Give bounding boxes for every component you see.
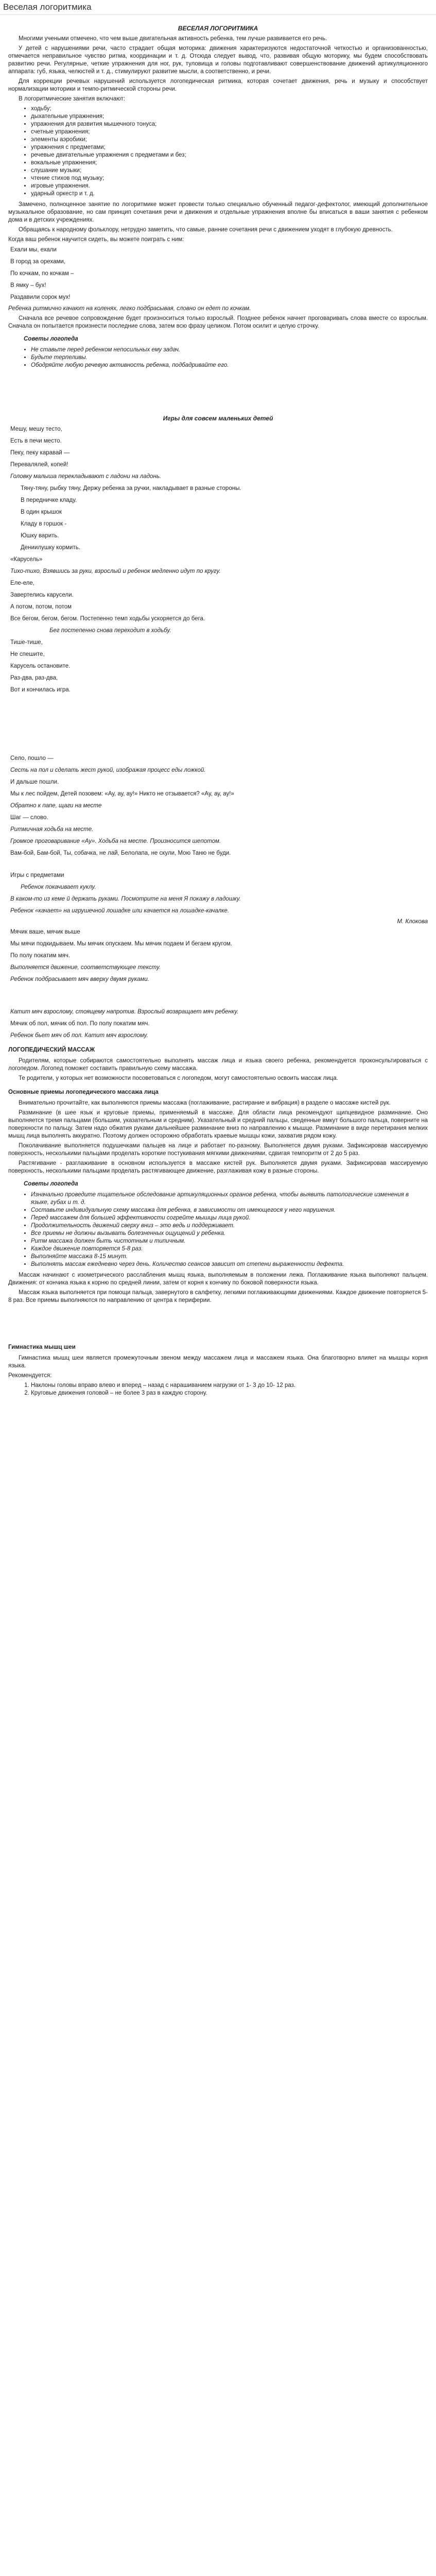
poem-line: Мячик ваше, мячик выше bbox=[10, 929, 80, 935]
paragraph: Гимнастика мышц шеи является промежуточным звеном между массажем лица и массажем языка. Она благотворно влияет на мышцы корня языка. bbox=[8, 1355, 428, 1369]
poem-line: Мы мячи подкидываем. Мы мячик опускаем. Мы мячик подаем И бегаем кругом. bbox=[10, 941, 232, 947]
game-myachik bbox=[8, 928, 428, 984]
includes-list bbox=[8, 105, 428, 198]
list-item: • элементы аэробики; bbox=[31, 136, 428, 144]
list-item: • речевые двигательные упражнения с предметами и без; bbox=[31, 151, 428, 159]
intro-paragraph: Многими учеными отмечено, что чем выше двигательная активность ребенка, тем лучше развивается его речь. bbox=[19, 36, 327, 42]
paragraph: Сначала все речевое сопровождение будет произноситься только взрослый. Позднее ребенок начнет проговаривать слова вместе со взрослым. Сначала он попытается произнести последние слова, затем всю фразу целиком. Потом осилит и целую строчку. bbox=[8, 315, 428, 329]
game-note: Ребенок подбрасывает мяч вверху двумя руками. bbox=[10, 976, 149, 982]
title-divider bbox=[0, 14, 436, 15]
list-item: • ударный оркестр и т. д. bbox=[31, 190, 428, 198]
game-rybka bbox=[8, 484, 428, 552]
paragraph: Обращаясь к народному фольклору, нетрудно заметить, что самые, ранние сочетания речи с движением уходят в глубокую древность. bbox=[19, 227, 393, 233]
list-item: • Будьте терпеливы. bbox=[31, 354, 428, 362]
intro-paragraph: В логоритмические занятия включают: bbox=[19, 96, 125, 102]
poem-line: Мячик об пол, мячик об пол. По полу покатим мяч. bbox=[10, 1021, 150, 1027]
list-item: • упражнения с предметами; bbox=[31, 144, 428, 151]
list-item: • чтение стихов под музыку; bbox=[31, 175, 428, 182]
poem-line: Раздавили сорок мух! bbox=[10, 294, 71, 300]
article-heading: ВЕСЕЛАЯ ЛОГОРИТМИКА bbox=[178, 25, 258, 32]
poem-line: Все бегом, бегом, бегом. Постепенно темп ходьбы ускоряется до бега. bbox=[10, 616, 205, 622]
list-item: • слушание музыки; bbox=[31, 167, 428, 175]
paragraph: Растягивание - разглаживание в основном используется в массаже кистей рук. Выполняется двумя руками. Зафиксировав массируемую поверхность, несколькими пальцами проделать растягивающее движение, разглаживая кожу в разные стороны. bbox=[8, 1160, 428, 1174]
section-heading-massage: ЛОГОПЕДИЧЕСКИЙ МАССАЖ bbox=[8, 1047, 95, 1053]
paragraph: Когда ваш ребенок научится сидеть, вы можете поиграть с ним: bbox=[8, 236, 184, 243]
list-item: • ходьбу; bbox=[31, 105, 428, 113]
list-item: • Выполнять массаж ежедневно через день. Количество сеансов зависит от степени выраженности дефекта. bbox=[31, 1261, 428, 1268]
list-item: • Ободряйте любую речевую активность ребенка, подбадривайте его. bbox=[31, 362, 428, 369]
poem-line: Шаг — слово. bbox=[10, 815, 48, 821]
poem-line: В город за орехами, bbox=[10, 259, 65, 265]
tips-list bbox=[8, 1191, 428, 1268]
game-note: Ритмичная ходьба на месте. bbox=[10, 826, 94, 833]
tips-heading: Советы логопеда bbox=[24, 336, 78, 342]
list-item: 1. Наклоны головы вправо влево и вперед – назад с нарашиванием нагрузки от 1- 3 до 10- 12 раз. bbox=[31, 1382, 428, 1389]
poem-line: Село, пошло — bbox=[10, 755, 54, 761]
poem-line: Тише-тише, bbox=[10, 639, 43, 646]
poem-line: Дениилушку кормить. bbox=[21, 545, 80, 551]
list-item: • Выполняйте массажа 8-15 минут. bbox=[31, 1253, 428, 1261]
list-item: • Не ставьте перед ребенком непосильных ему задач. bbox=[31, 346, 428, 354]
game-note: Ребенок «качает» на игрушечной лошадке или качается на лошадке-качалке. bbox=[10, 908, 230, 914]
poem-line: Карусель остановите. bbox=[10, 663, 71, 669]
subsection-heading: Основные приемы логопедического массажа лица bbox=[8, 1089, 159, 1095]
poem-line: Раз-два, раз-два, bbox=[10, 675, 58, 681]
tips-heading: Советы логопеда bbox=[24, 1181, 78, 1187]
poem-line: Вам-бой, Бам-бой, Ты, собачка, не лай, Белолапа, не скули, Мою Таню не буди. bbox=[10, 850, 231, 856]
list-item: • игровые упражнения. bbox=[31, 182, 428, 190]
game-note: Ребенок бьет мяч об пол. Катит мяч взрослому. bbox=[10, 1032, 148, 1039]
game-note: Головку малыша перекладывают с ладони на ладонь. bbox=[10, 473, 162, 480]
poem-line: В передничке кладу. bbox=[21, 497, 77, 503]
poem-line: В ямку – бух! bbox=[10, 282, 46, 289]
list-item: • Изначально проведите тщательное обследование артикуляционных органов ребенка, чтобы выявить патологические изменения в языке, губах и т. д. bbox=[31, 1191, 428, 1207]
paragraph: Рекомендуется: bbox=[8, 1372, 52, 1379]
poem-line: Юшку варить. bbox=[21, 533, 59, 539]
paragraph: Те родители, у которых нет возможности посоветоваться с логопедом, могут самостоятельно освоить массаж лица. bbox=[19, 1075, 338, 1081]
poem-line: Есть в печи место. bbox=[10, 438, 62, 444]
paragraph: Родителям, которые собираются самостоятельно выполнять массаж лица и языка своего ребенка, рекомендуется проконсультироваться с логопедом. Логопед поможет составить правильную схему массажа. bbox=[8, 1058, 428, 1072]
game-note: Бег постепенно снова переходит в ходьбу. bbox=[49, 628, 171, 634]
poem-line: Завертелись карусели. bbox=[10, 592, 74, 598]
game-selo bbox=[8, 754, 428, 858]
list-item: 2. Круговые движения головой – не более 3 раз в каждую сторону. bbox=[31, 1389, 428, 1397]
poem-ehali bbox=[8, 246, 428, 302]
instruction-text: Ребенка ритмично качают на коленях, легко подбрасывая, словно он едет по кочкам. bbox=[8, 306, 251, 312]
poem-line: Еле-еле, bbox=[10, 580, 34, 586]
intro-paragraph: У детей с нарушениями речи, часто страдает общая моторика: движения характеризуются недостаточной четкостью и организованностью, отмечается неправильное чувство ритма, координации и т. д. Отсюда следует вывод, что, развивая общую моторику, мы будем способствовать развитию речи. Регулярные, четкие упражнения для ног, рук, туловища и головы подготавливают совершенствование движений артикуляционного аппарата: губ, языка, челюстей и т. д., стимулируют развитие мысли, а соответственно, и речи. bbox=[8, 45, 428, 75]
poem-line: Пеку, пеку каравай — bbox=[10, 450, 70, 456]
list-item: • Составьте индивидуальную схему массажа для ребенка, в зависимости от имеющегося у него нарушения. bbox=[31, 1207, 428, 1214]
game-note: Громкое проговаривание «Ау». Ходьба на месте. Произносится шепотом. bbox=[10, 838, 221, 844]
poem-line: Ехали мы, ехали bbox=[10, 247, 57, 253]
game-note: Обратно к папе, щаги на месте bbox=[10, 803, 102, 809]
poem-line: Не спешите, bbox=[10, 651, 45, 657]
poem-line: По кочкам, по кочкам – bbox=[10, 270, 74, 277]
article-body bbox=[8, 19, 428, 1400]
paragraph: Внимательно прочитайте, как выполняются приемы массажа (поглаживание, растирание и вибрация) в разделе о массаже кистей рук. bbox=[19, 1100, 391, 1106]
list-item: • Каждое движение повторяется 5-8 раз. bbox=[31, 1245, 428, 1253]
paragraph: Массаж начинают с изометрического расслабления мышц языка, выполняемым в положении лежа. Поглаживание языка выполняют пальцем. Движения: от кончика языка к корню по средней линии, затем от корня к кончику по боковой поверхности языка. bbox=[8, 1272, 428, 1286]
list-item: • упражнения для развития мышечного тонуса; bbox=[31, 121, 428, 128]
paragraph: Поколачивание выполняется подушечками пальцев на лице и работает по-разному. Выполняется двумя руками. Зафиксировав массируемую поверхность, несколькими пальцами проделать короткие постукивания мягкими движениями, сдвигая темпоритм от 2 до 5 раз. bbox=[8, 1143, 428, 1157]
list-item: • Продолжительность движений сверху вниз – это ведь и поддерживает. bbox=[31, 1222, 428, 1230]
poem-line: Мешу, мешу тесто, bbox=[10, 426, 62, 432]
game-title: «Карусель» bbox=[10, 556, 43, 563]
paragraph: Разминание (в шее язык и круговые приемы, применяемый в массаже. Для области лица рекомендуют щипцевидное разминание. Оно выполняется тремя пальцами (большим, указательным и средним). Указательный и средний пальцы, сведенные вмкут большого пальца, поверните на поверхности по пальцу. Затем надо обжатия руками дальнейшее разминание вниз по направлению к мышце. Разминание в виде перетирания мелких мышц лица выполнять аккуратно. Поэтому должен осторожно обработать краевые мышцы кожи, захватив рядом кожу. bbox=[8, 1110, 428, 1139]
author-signature: М. Клокова bbox=[397, 919, 428, 925]
poem-line: Мы к лес пойдем, Детей позовем: «Ау, ау, ау!» Никто не отзывается? «Ау, ау, ау!» bbox=[10, 791, 234, 797]
tips-list bbox=[8, 346, 428, 369]
game-mesu-testo bbox=[8, 425, 428, 481]
game-note: Сесть на пол и сделать жест рукой, изображая процесс еды ложкой. bbox=[10, 767, 206, 773]
poem-line: А потом, потом, потом bbox=[10, 604, 72, 610]
gymnastics-list bbox=[8, 1382, 428, 1397]
poem-line: Тихо-тихо, Взявшись за руки, взрослый и ребенок медленно идут по кругу. bbox=[10, 568, 221, 574]
poem-line: Перевалялей, копей! bbox=[10, 462, 68, 468]
section-heading-gymnastics: Гимнастика мышц шеи bbox=[8, 1344, 76, 1350]
poem-line: В один крышок bbox=[21, 509, 62, 515]
poem-line: Вот и кончилась игра. bbox=[10, 687, 71, 693]
poem-line: В каком-то из кеме й держать руками. Посмотрите на меня Я покажу в ладошку. bbox=[10, 896, 241, 902]
paragraph: Замечено, полноценное занятие по логоритмике может провести только специально обученный педагог-дефектолог, имеющий дополнительное музыкальное образование, но сам принцип сочетания речи и движения и отдельные упражнения вполне бы вписаться в ваши занятия с ребенком дома и в детских учреждениях. bbox=[8, 201, 428, 223]
intro-paragraph: Для коррекции речевых нарушений используется логопедическая ритмика, которая сочетает движения, речь и музыку и способствует нормализации моторики и темпо-ритмической стороны речи. bbox=[8, 78, 428, 92]
list-item: • Перед массажем для большей эффективности согрейте мышцы лица рукой. bbox=[31, 1214, 428, 1222]
game-note: Выполняется движение, соответствующее тексту. bbox=[10, 964, 161, 971]
game-title: Игры с предметами bbox=[10, 872, 64, 878]
poem-line: Кладу в горшок - bbox=[21, 521, 67, 527]
list-item: • счетные упражнения; bbox=[31, 128, 428, 136]
list-item: • Все приемы не должны вызывать болезненных ощущений у ребенка. bbox=[31, 1230, 428, 1238]
list-item: • вокальные упражнения; bbox=[31, 159, 428, 167]
poem-line: Тяну-тяну, рыбку тяну, Держу ребенка за ручки, накладывает в разные стороны. bbox=[21, 485, 241, 492]
game-karusel bbox=[8, 555, 428, 694]
list-item: • дыхательные упражнения; bbox=[31, 113, 428, 121]
game-predmety bbox=[8, 871, 428, 925]
paragraph: Массаж языка выполняется при помощи пальца, завернутого в салфетку, легкими поглаживающими движениями. Каждое движение повторяется 5-8 раз. Все приемы выполняются по направлению от центра к периферии. bbox=[8, 1290, 428, 1303]
game-myach-ob-pol bbox=[8, 1008, 428, 1040]
poem-line: И дальше пошли. bbox=[10, 779, 59, 785]
poem-line: По полу покатим мяч. bbox=[10, 953, 71, 959]
game-note: Ребенок покачивает куклу. bbox=[21, 884, 96, 890]
list-item: • Ритм массажа должен быть чистотным и типичным. bbox=[31, 1238, 428, 1245]
game-note: Катит мяч взрослому, стоящему напротив. Взрослый возвращает мяч ребенку. bbox=[10, 1009, 239, 1015]
games-heading: Игры для совсем маленьких детей bbox=[163, 415, 273, 422]
page-title: Веселая логоритмика bbox=[3, 2, 92, 12]
